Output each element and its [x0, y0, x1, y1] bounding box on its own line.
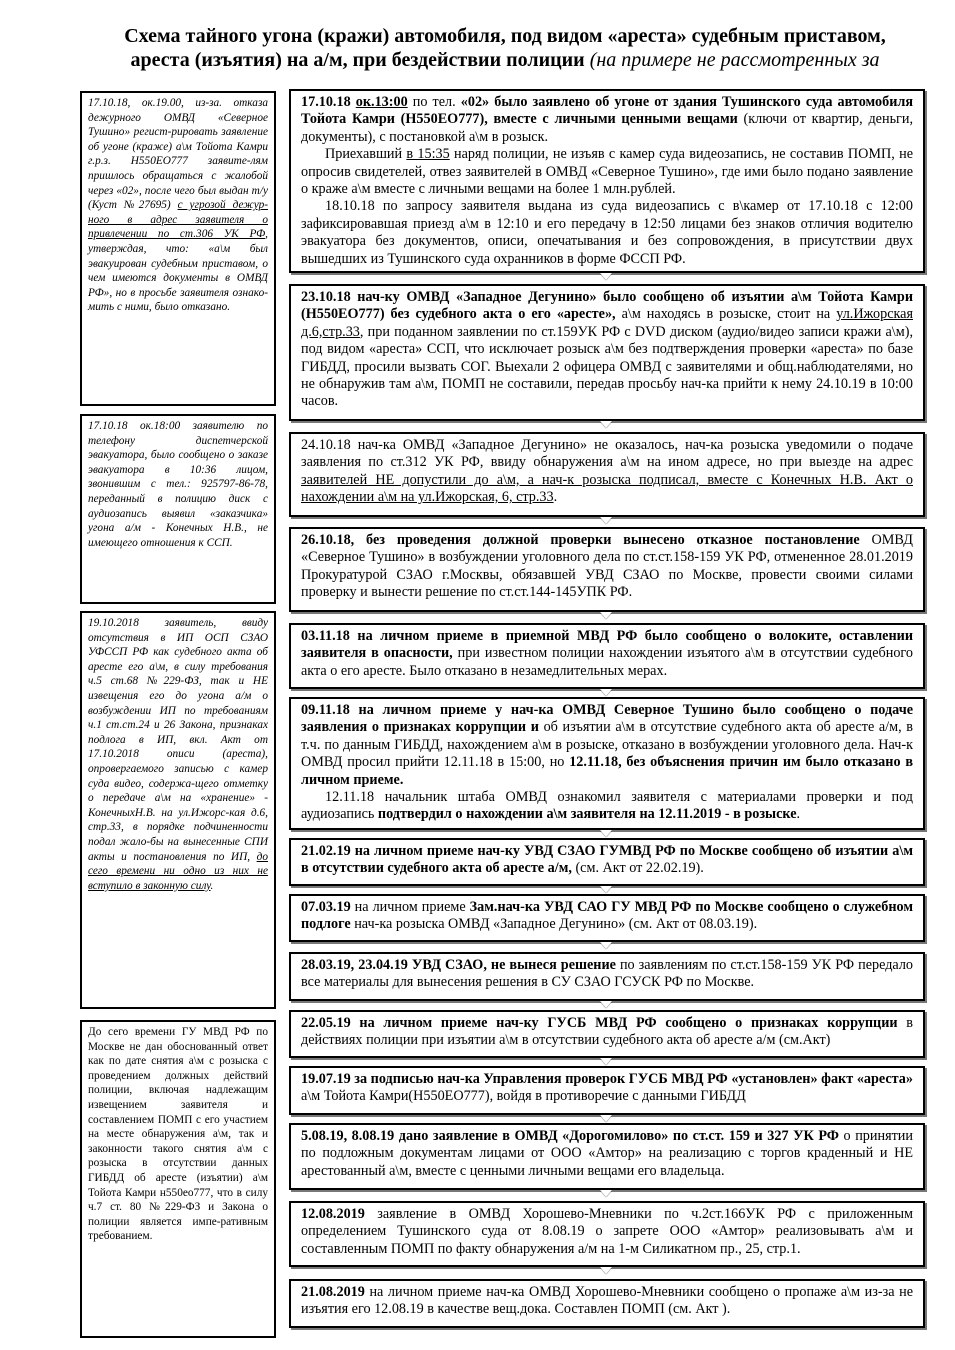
side-note-1 [80, 91, 276, 406]
title-line-1: Схема тайного угона (кражи) автомобиля, под видом «ареста» судебным приставом, [124, 25, 886, 47]
event-text: 07.03.19 [301, 899, 351, 915]
event-text: Зам.нач-ка УВД САО ГУ МВД РФ по Москве сообщено о служебном подлоге [301, 899, 913, 933]
event-text: (см. Акт от 22.02.19). [571, 860, 704, 877]
event-text: подтвердил о нахождении а\м заявителя на 12.11.2019 - в розыске [377, 806, 797, 823]
arrow-down-icon [600, 1115, 612, 1122]
event-paragraph [301, 789, 913, 824]
event-box-10 [289, 1010, 925, 1058]
page-title [60, 24, 950, 72]
event-text: 26.10.18, без проведения должной проверки вынесено отказное постановление [301, 532, 860, 548]
event-text: , при поданном заявлении по ст.159УК РФ с DVD диском (аудио/видео записи кражи а\м), под видом «ареста» ССП, что исключает розыск а\м без подтверждения проверки «ареста» по базе ГИБДД, просили вызвать СОГ. Выехали 2 офицера ОМВД с заявителями и общ.наблюдателями, но не обнаружив там а\м, ПОМП не составили, передав просьбу нач-ка прийти к нему 24.10.19 в 10:00 часов. [301, 323, 913, 410]
event-text: 09.11.18 на личном приеме у нач-ка ОМВД Северное Тушино было сообщено о подаче заявления о признаках коррупции и [301, 702, 913, 736]
event-text: . [553, 489, 558, 506]
arrow-down-icon [600, 612, 612, 619]
side-note-text: . [210, 879, 214, 892]
side-note-text: до сего времени ни одно из них не вступило в законную силу [88, 850, 268, 892]
event-box-4 [289, 527, 925, 612]
event-box-12 [289, 1123, 925, 1190]
event-paragraph [301, 289, 913, 411]
event-text: нач-ка розыска ОМВД «Западное Дегунино» (см. Акт от 08.03.19). [350, 916, 758, 933]
event-box-6 [289, 697, 925, 830]
event-text: 12.11.18, без объяснения причин им было отказано в личном приеме. [301, 754, 913, 788]
arrow-down-icon [600, 942, 612, 949]
side-note-text: , утверждая, что: «а\м был эвакуирован судебным приставом, о чем имеются документы в ОМВД РФ», но в просьбе заявителя ознако-мить с ними, было отказано. [88, 228, 268, 314]
event-paragraph [301, 899, 913, 934]
side-note-text: 17.10.18 ок.18:00 заявителю по телефону диспетчерской эвакуатора, было сообщено о заказе эвакуатора в 10:36 лицом, звонившим с тел.: 925797-86-78, переданный в полицию диск с аудиозапись выявил «заказчика» угона а/м - Конечных Н.В., не имеющего отношения к ССП. [88, 420, 268, 549]
event-box-9 [289, 952, 925, 1001]
event-paragraph [301, 843, 913, 878]
event-paragraph [301, 198, 913, 268]
event-text: а\м находясь в розыске, стоит на [615, 306, 837, 323]
event-text: ОМВД «Северное Тушино» в возбуждении уголовного дела по ст.ст.158-159 УК РФ, отмененное 28.01.2019 Прокуратурой СЗАО г.Москвы, обязавшей УВД СЗАО по Москве, провести своими силами проверку и вынести решение по ст.ст.144-145УПК РФ. [301, 532, 913, 601]
side-note-text: 17.10.18, ок.19.00, из-за. отказа дежурного ОМВД «Северное Тушино» регист-рировать заявление об угоне (краже) а\м Тойота Камри г.р.з. Н550ЕО777 заявите-лям пришлось обращаться с жалобой через «02», после чего был выдан т/у (Куст №27695) [88, 97, 268, 212]
event-text: заявителей НЕ допустили до а\м, а нач-к розыска подписал, вместе с Конечных Н.В. Акт о нахождении а\м на ул.Ижорская, 6, стр.33 [301, 471, 913, 506]
event-text: 19.07.19 за подписью нач-ка Управления проверок ГУСБ МВД РФ «установлен» факт «ареста» [301, 1071, 913, 1087]
event-text: заявление в ОМВД Хорошево-Мневники по ч.2ст.166УК РФ с приложенным определением Тушинского суда от 8.08.19 о запрете ООО «Амтор» реализовывать а\м и составленным ПОМП по факту обнаружения а/м на 1-м Силикатном пр., 25, стр.1. [301, 1206, 913, 1257]
arrow-down-icon [600, 830, 612, 837]
event-box-2 [289, 284, 925, 421]
event-text: 21.02.19 на личном приеме нач-ку УВД СЗАО ГУМВД РФ по Москве сообщено об изъятии а\м в отсутствии судебного акта об аресте а/м, [301, 843, 913, 877]
side-note-2 [80, 414, 276, 604]
arrow-down-icon [600, 1001, 612, 1008]
event-paragraph [301, 532, 913, 602]
event-text: об изъятии а\м в отсутствие судебного акта об аресте а/м, в т.ч. по данным ГИБДД, нахождением а\м в розыске, отказано в возбуждении уголовного дела. Нач-к ОМВД просил прийти 12.11.18 в 15:00, но [301, 719, 913, 771]
event-paragraph [301, 1284, 913, 1319]
event-text: 24.10.18 нач-ка ОМВД «Западное Дегунино» не оказалось, нач-ка розыска уведомили о подаче заявления по ст.312 УК РФ [301, 437, 913, 471]
event-paragraph [301, 1071, 913, 1106]
event-paragraph [301, 957, 913, 992]
event-text: 22.05.19 на личном приеме нач-ку ГУСБ МВД РФ сообщено о признаках коррупции [301, 1015, 898, 1031]
event-box-5 [289, 623, 925, 689]
event-box-1 [289, 89, 925, 273]
event-text: «02» было заявлено об угоне от здания Тушинского суда автомобиля Тойота Камри (Н550ЕО777), вместе с личными ценными вещами [301, 94, 914, 128]
event-text: . [796, 806, 801, 823]
side-note-3 [80, 611, 276, 1009]
event-paragraph [301, 628, 913, 680]
arrow-down-icon [600, 273, 612, 280]
event-text: а\м Тойота Камри(Н550ЕО777), войдя в противоречие с данными ГИБДД [301, 1088, 746, 1105]
event-paragraph [301, 1128, 913, 1180]
event-text: , ввиду обнаружения а\м на ином адресе, но при выезде на адрес [479, 454, 913, 471]
event-text: 5.08.19, 8.08.19 дано заявление в ОМВД «Дорогомилово» по ст.ст. 159 и 327 УК РФ [301, 1128, 839, 1144]
event-text: 28.03.19, 23.04.19 УВД СЗАО, не вынеся решение [301, 957, 616, 973]
event-text: 12.08.2019 [301, 1206, 365, 1222]
event-text: 21.08.2019 [301, 1284, 365, 1300]
event-box-8 [289, 894, 925, 942]
side-note-4 [80, 1020, 276, 1338]
event-box-7 [289, 838, 925, 886]
event-text: при известном полиции нахождении изъятого а\м в отсутствии судебного акта о его аресте. Было отказано в незамедлительных мерах. [301, 645, 913, 679]
side-note-text: 19.10.2018 заявитель, ввиду отсутствия в ИП ОСП СЗАО УФССП РФ как судебного акта об аресте его а\м, в силу требования ч.5 ст.68 №229-ФЗ, так и НЕ извещения его до угона а/м о возбуждении ИП по требованиям ч.1 ст.ст.24 и 26 Закона, признаках подлога в ИП, вкл. Акт от 17.10.2018 описи (ареста), опровергаемого записью с камер суда видео, содержа-щего отметку о передаче а\м на «хранение» - КонечныхН.В. на ул.Ижорс-кая д.6, стр.33, в порядке подчиненности подал жало-бы на вынесенные СПИ акты и постановления по ИП, [88, 617, 268, 863]
arrow-down-icon [600, 1267, 612, 1274]
event-text: 23.10.18 нач-ку ОМВД «Западное Дегунино» было сообщено об изъятии а\м Тойота Камри (Н550ЕО777) без судебного акта о его «аресте», [301, 289, 913, 323]
event-text: на личном приеме [350, 899, 470, 915]
event-text: 18.10.18 по запросу заявителя выдана из суда видеозапись с в\камер от 17.10.18 с 12:00 зафиксировавшая приезд а\м в 12:10 и его передачу в 12:50 лицами без знаков отличия водителю эвакуатора без документов, описи, опечатывания и без сопровождения, в присутствии двух вышедших из Тушинского суда охранников в форме ФССП РФ. [301, 198, 913, 267]
event-text: в действиях полиции при изъятии а\м в отсутствии судебного акта об аресте а/м (см.Акт) [301, 1015, 913, 1049]
arrow-down-icon [600, 517, 612, 524]
side-note-text: с угрозой дежур-ного в адрес заявителя о привлечении по ст.306 УК РФ [88, 199, 268, 241]
arrow-down-icon [600, 886, 612, 893]
event-text: 12.11.18 начальник штаба ОМВД ознакомил заявителя с материалами проверки и под аудиозапись [301, 789, 913, 823]
arrow-down-icon [600, 689, 612, 696]
event-box-14 [289, 1279, 925, 1328]
event-paragraph [301, 702, 913, 789]
event-paragraph [301, 146, 913, 198]
title-line-2: ареста (изъятия) на а/м, при бездействии полиции (на примере не рассмотренных за [130, 49, 880, 71]
event-box-13 [289, 1201, 925, 1267]
event-text: о принятии по подложным документам лицами от ООО «Амтор» на реализацию с торгов краденный и НЕ арестованный а\м, вместе с ценными личными вещами его владельца. [301, 1128, 913, 1179]
arrow-down-icon [600, 1058, 612, 1065]
event-text: по заявлениям по ст.ст.158-159 УК РФ передало все материалы для вынесения решения в СУ СЗАО ГСУСК РФ по Москве. [301, 957, 914, 991]
arrow-down-icon [600, 1190, 612, 1197]
event-text: Приехавший [325, 146, 407, 163]
event-paragraph [301, 1015, 913, 1050]
event-text: в 15:35 [406, 146, 450, 163]
event-paragraph [301, 94, 913, 146]
side-note-text: До сего времени ГУ МВД РФ по Москве не дан обоснованный ответ как по дате снятия а\м с розыска с проведением должных действий полиции, включая надлежащим извещением заявителя и составлением ПОМП с его участием на месте обнаружения а\м, так и законности такого снятия а\м с розыска в отсутствии данных ГИБДД об аресте (изъятии) а\м Тойота Камри н550ео777, что в силу ч.7 ст. 80 №229-ФЗ и Закона о полиции является импе-ративным требованием. [88, 1026, 268, 1243]
event-paragraph [301, 1206, 913, 1258]
event-text: на личном приеме нач-ка ОМВД Хорошево-Мневники сообщено о пропаже а\м из-за не изъятия его 12.08.19 в качестве вещ.дока. Составлен ПОМП (см. Акт ). [301, 1284, 913, 1318]
event-paragraph [301, 437, 913, 507]
event-text: наряд полиции, не изъяв с камер суда видеозапись, не составив ПОМП, не опросив свидетелей, отвез заявителей в ОМВД «Северное Тушино», где ими было подано заявление о краже а\м вместе с личными вещами на более 1 млн.рублей. [301, 146, 914, 198]
event-text: 17.10.18 [301, 94, 356, 110]
event-text: ок.13:00 [355, 94, 408, 110]
event-box-3 [289, 432, 925, 517]
arrow-down-icon [600, 421, 612, 428]
event-text: ул.Ижорская д.6,стр.33 [301, 306, 913, 340]
event-box-11 [289, 1066, 925, 1115]
event-text: (ключи от квартир, деньги, документы), с постановкой а\м в розыск. [301, 111, 913, 145]
event-text: по тел. [407, 94, 461, 110]
event-text: 03.11.18 на личном приеме в приемной МВД РФ было сообщено о волоките, оставлении заявителя в опасности, [301, 628, 913, 662]
